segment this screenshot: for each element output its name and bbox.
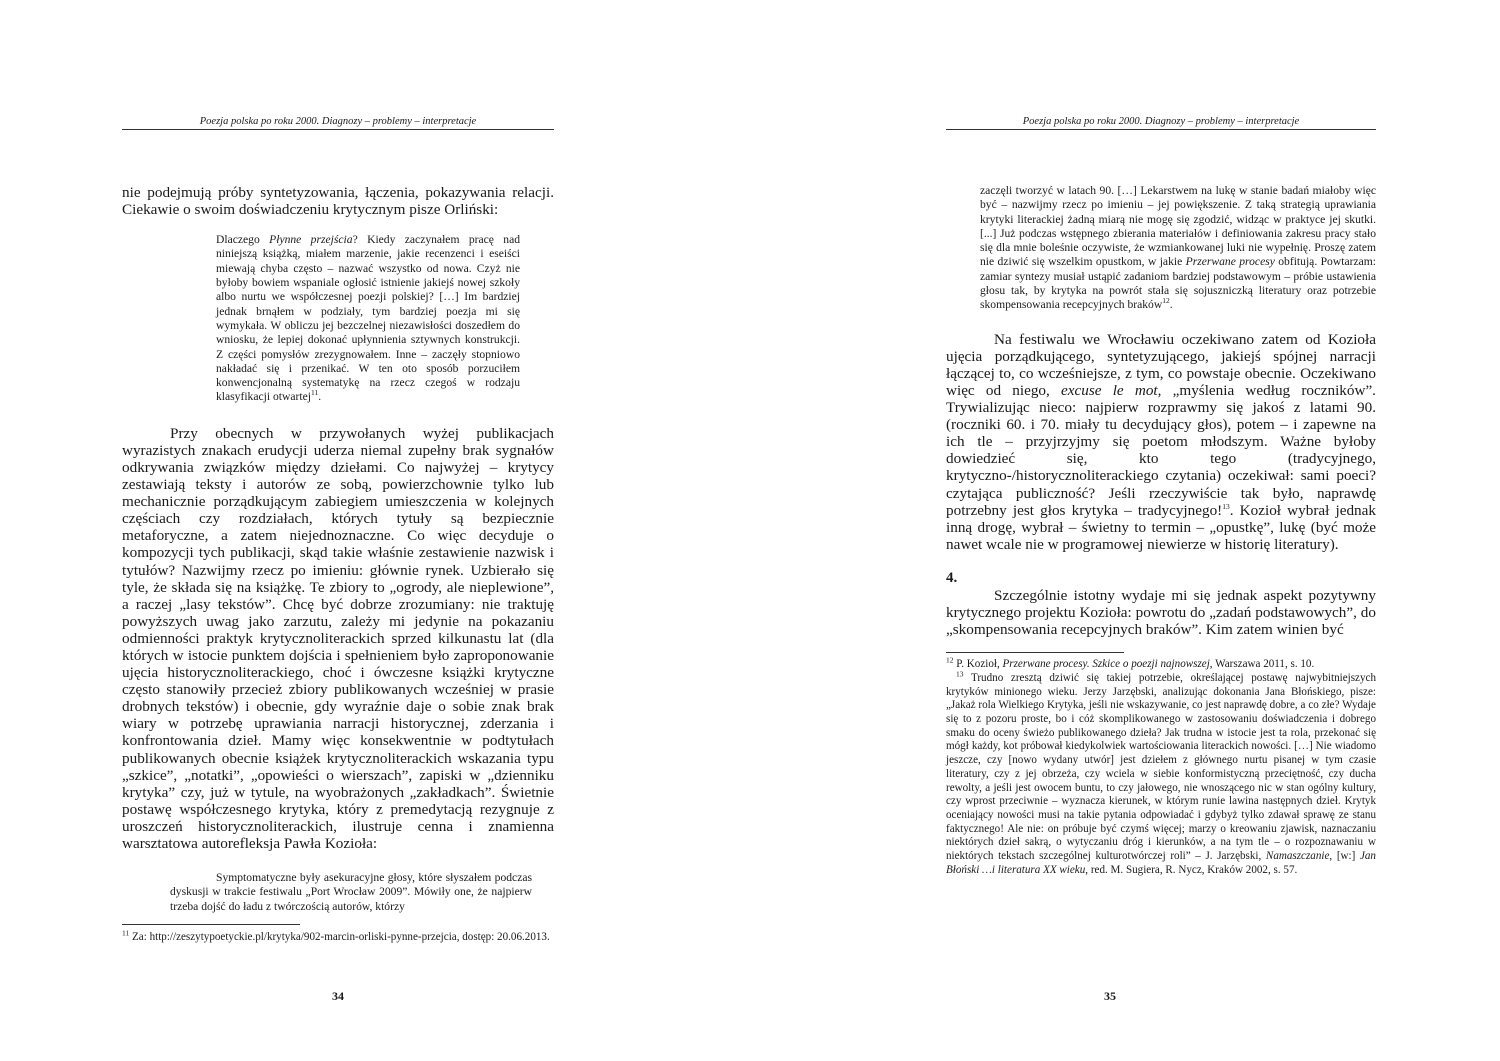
- paragraph: Na festiwalu we Wrocławiu oczekiwano zatem od Kozioła ujęcia porządkującego, syntetyzującego, jakiejś spójnej narracji łączącej to, co wcześniejsze, z tym, co powstaje obecnie. Oczekiwano więc od niego, excuse le mot, „myślenia według roczników”. Trywializując nieco: najpierw rozprawmy się jakoś z latami 90. (roczniki 60. i 70. miały tu decydujący głos), potem – i zapewne na ich tle – przyjrzyjmy się poetom młodszym. Ważne byłoby dowiedzieć się, kto tego (tradycyjnego, krytyczno-/historycznoliterackiego czytania) oczekiwał: sami poeci? czytająca publiczność? Jeśli rzeczywiście tak było, naprawdę potrzebny jest głos krytyka – tradycyjnego!$^{13}$. Kozioł wybrał jednak inną drogę, wybrał – świetny to termin – „opustkę”, lukę (być może nawet wcale nie w programowej niewierze w historię literatury).: [946, 330, 1376, 553]
- footnote-ref[interactable]: 11: [310, 388, 319, 398]
- running-head: Poezja polska po roku 2000. Diagnozy – problemy – interpretacje: [122, 116, 554, 130]
- block-quote: zaczęli tworzyć w latach 90. […] Lekarstwem na lukę w stanie badań miałoby więc być – nazwijmy rzecz po imieniu – jej powiększenie. Z taką strategią uprawiania krytyki literackiej żadną miarą nie mogę się zgodzić, widząc w praktyce jej skutki. [...] Już podczas wstępnego zbierania materiałów i definiowania zakresu pracy stało się dla mnie boleśnie oczywiste, że wzmiankowanej luki nie wypełnię. Proszę zatem nie dziwić się wszelkim opustkom, w jakie Przerwane procesy obfitują. Powtarzam: zamiar syntezy musiał ustąpić zadaniom bardziej podstawowym – próbie ustawienia głosu tak, by krytyka na powrót stała się sojuszniczką literatury oraz potrzebie skompensowania recepcyjnych braków$^{12}$.: [980, 184, 1376, 312]
- paragraph: Szczególnie istotny wydaje mi się jednak aspekt pozytywny krytycznego projektu Kozioła: powrotu do „zadań podstawowych”, do „skompensowania recepcyjnych braków”. Kim zatem winien być: [946, 586, 1376, 639]
- left-text-column: [122, 184, 554, 945]
- paragraph: Przy obecnych w przywołanych wyżej publikacjach wyrazistych znakach erudycji uderza niemal zupełny brak sygnałów odkrywania związków między dziełami. Co najwyżej – krytycy zestawiają teksty i autorów ze sobą, powierzchownie tylko lub mechanicznie porządkującym zabiegiem umieszczenia w kolejnych częściach czy rozdziałach, których tytuły są bezpiecznie metaforyczne, a zatem niejednoznaczne. Co więc decyduje o kompozycji tych publikacji, skąd takie właśnie zestawienie nazwisk i tytułów? Nazwijmy rzecz po imieniu: głównie rynek. Uzbierało się tyle, że składa się na książkę. Te zbiory to „ogrody, ale nieplewione”, a raczej „lasy tekstów”. Chcę być dobrze zrozumiany: nie traktuję powyższych uwag jako zarzutu, zależy mi jedynie na pokazaniu odmienności praktyk krytycznoliterackich sprzed kilkunastu lat (dla których w istocie punktem dojścia i spełnieniem było zaproponowanie ujęcia historycznoliterackiego, choć i ówczesne książki krytyczne często stanowiły przecież zbiory publikowanych wcześniej w prasie drobnych tekstów) i obecnie, gdy wyraźnie daje o sobie znak brak wiary w potrzebę uprawiania narracji historycznej, zderzania i konfrontowania dzieł. Mamy więc konsekwentnie w podtytułach publikowanych obecnie książek krytycznoliterackich wskazania typu „szkice”, „notatki”, „opowieści o wierszach”, zapiski w „dzienniku krytyka” czy, już w tytule, na wyobrażonych „zakładkach”. Świetnie postawę współczesnego krytyka, który z premedytacją rezygnuje z uroszczeń historycznoliterackich, ilustruje cenna i znamienna warsztatowa autorefleksja Pawła Kozioła:: [122, 424, 554, 852]
- block-quote: Symptomatyczne były asekuracyjne głosy, które słyszałem podczas dyskusji w trakcie festiwalu „Port Wrocław 2009”. Mówiły one, że najpierw trzeba dojść do ładu z twórczością autorów, którzy: [170, 871, 532, 913]
- paragraph: nie podejmują próby syntetyzowania, łączenia, pokazywania relacji. Ciekawie o swoim doświadczeniu krytycznym pisze Orliński:: [122, 184, 554, 219]
- book-title: Płynne przejścia: [269, 233, 353, 247]
- running-head: Poezja polska po roku 2000. Diagnozy – problemy – interpretacje: [946, 116, 1376, 130]
- right-text-column: [946, 184, 1376, 877]
- block-quote: Dlaczego Płynne przejścia? Kiedy zaczynałem pracę nad niniejszą książką, miałem marzenie, jakie recenzenci i eseiści miewają chyba często – nazwać wszystko od nowa. Czyż nie byłoby bowiem wspaniale ogłosić istnienie jakiejś nowej szkoły albo nurtu we współczesnej poezji polskiej? […] Im bardziej jednak brnąłem w podziały, tym bardziej poezja mi się wymykała. W obliczu jej bezczelnej niezawisłości doszedłem do wniosku, że lepiej dokonać upłynnienia sztywnych konstrukcji. Z części pomysłów zrezygnowałem. Inne – zaczęły stopniowo nakładać się i przenikać. W ten oto sposób porzuciłem konwencjonalną systematykę na rzecz czegoś w rodzaju klasyfikacji otwartej$^{11}$.: [216, 233, 521, 404]
- page-number: 35: [1104, 989, 1116, 1003]
- footnote: $^{12}$ P. Kozioł, Przerwane procesy. Szkice o poezji najnowszej, Warszawa 2011, s. 10.: [946, 655, 1315, 671]
- footnote: $^{13}$ Trudno zresztą dziwić się takiej potrzebie, określającej postawę najwybitniejszych krytyków minionego wieku. Jerzy Jarzębski, analizując dokonania Jana Błońskiego, pisze: „Jakaż rola Wielkiego Krytyka, jeśli nie wskazywanie, co jest naprawdę dobre, a co złe? Wydaje się to z pozoru proste, bo i cóż skomplikowanego w zastosowaniu doświadczenia i dobrego smaku do oceny świeżo publikowanego dzieła? Jak trudna w istocie jest ta rola, przekonać się mógł każdy, kot próbował kiedykolwiek wartościowania literackich nowości. […] Nie wiadomo jeszcze, czy [nowo wydany utwór] jest dziełem z głównego nurtu pisanej w tym czasie literatury, czy z jej obrzeża, czy wciela w siebie konformistyczną przeciętność, czy ducha rewolty, a jeśli jest owocem buntu, to czy jałowego, nie wnoszącego nic w stan ogólny kultury, czy wprost przeciwnie – wyznacza kierunek, w którym runie lawina następnych dzieł. Krytyk oceniający nowości musi na takie pytania odpowiadać i gdybyż tylko zdawał sprawę ze stanu faktycznego! Ale nie: on próbuje być czymś więcej; marzy o kreowaniu zjawisk, naznaczaniu niektórych dzieł sakrą, o wytyczaniu dróg i kierunków, a na tym tle – o rozpoznawaniu w niektórych tekstach szczególnej kulturotwórczej roli” – J. Jarzębski, Namaszczanie, [w:] Jan Błoński …i literatura XX wieku, red. M. Sugiera, R. Nycz, Kraków 2002, s. 57.: [946, 669, 1376, 876]
- book-title: Przerwane procesy: [1185, 255, 1275, 269]
- page-number: 34: [332, 989, 344, 1003]
- footnote-ref[interactable]: 13: [1222, 501, 1230, 511]
- footnote: $^{11}$ Za: http://zeszytypoetyckie.pl/krytyka/902-marcin-orliski-pynne-przejcia, dostęp: 20.06.2013.: [122, 928, 550, 943]
- footnote-ref[interactable]: 12: [1162, 296, 1170, 306]
- right-page: [750, 0, 1500, 1061]
- section-number: 4.: [946, 569, 958, 586]
